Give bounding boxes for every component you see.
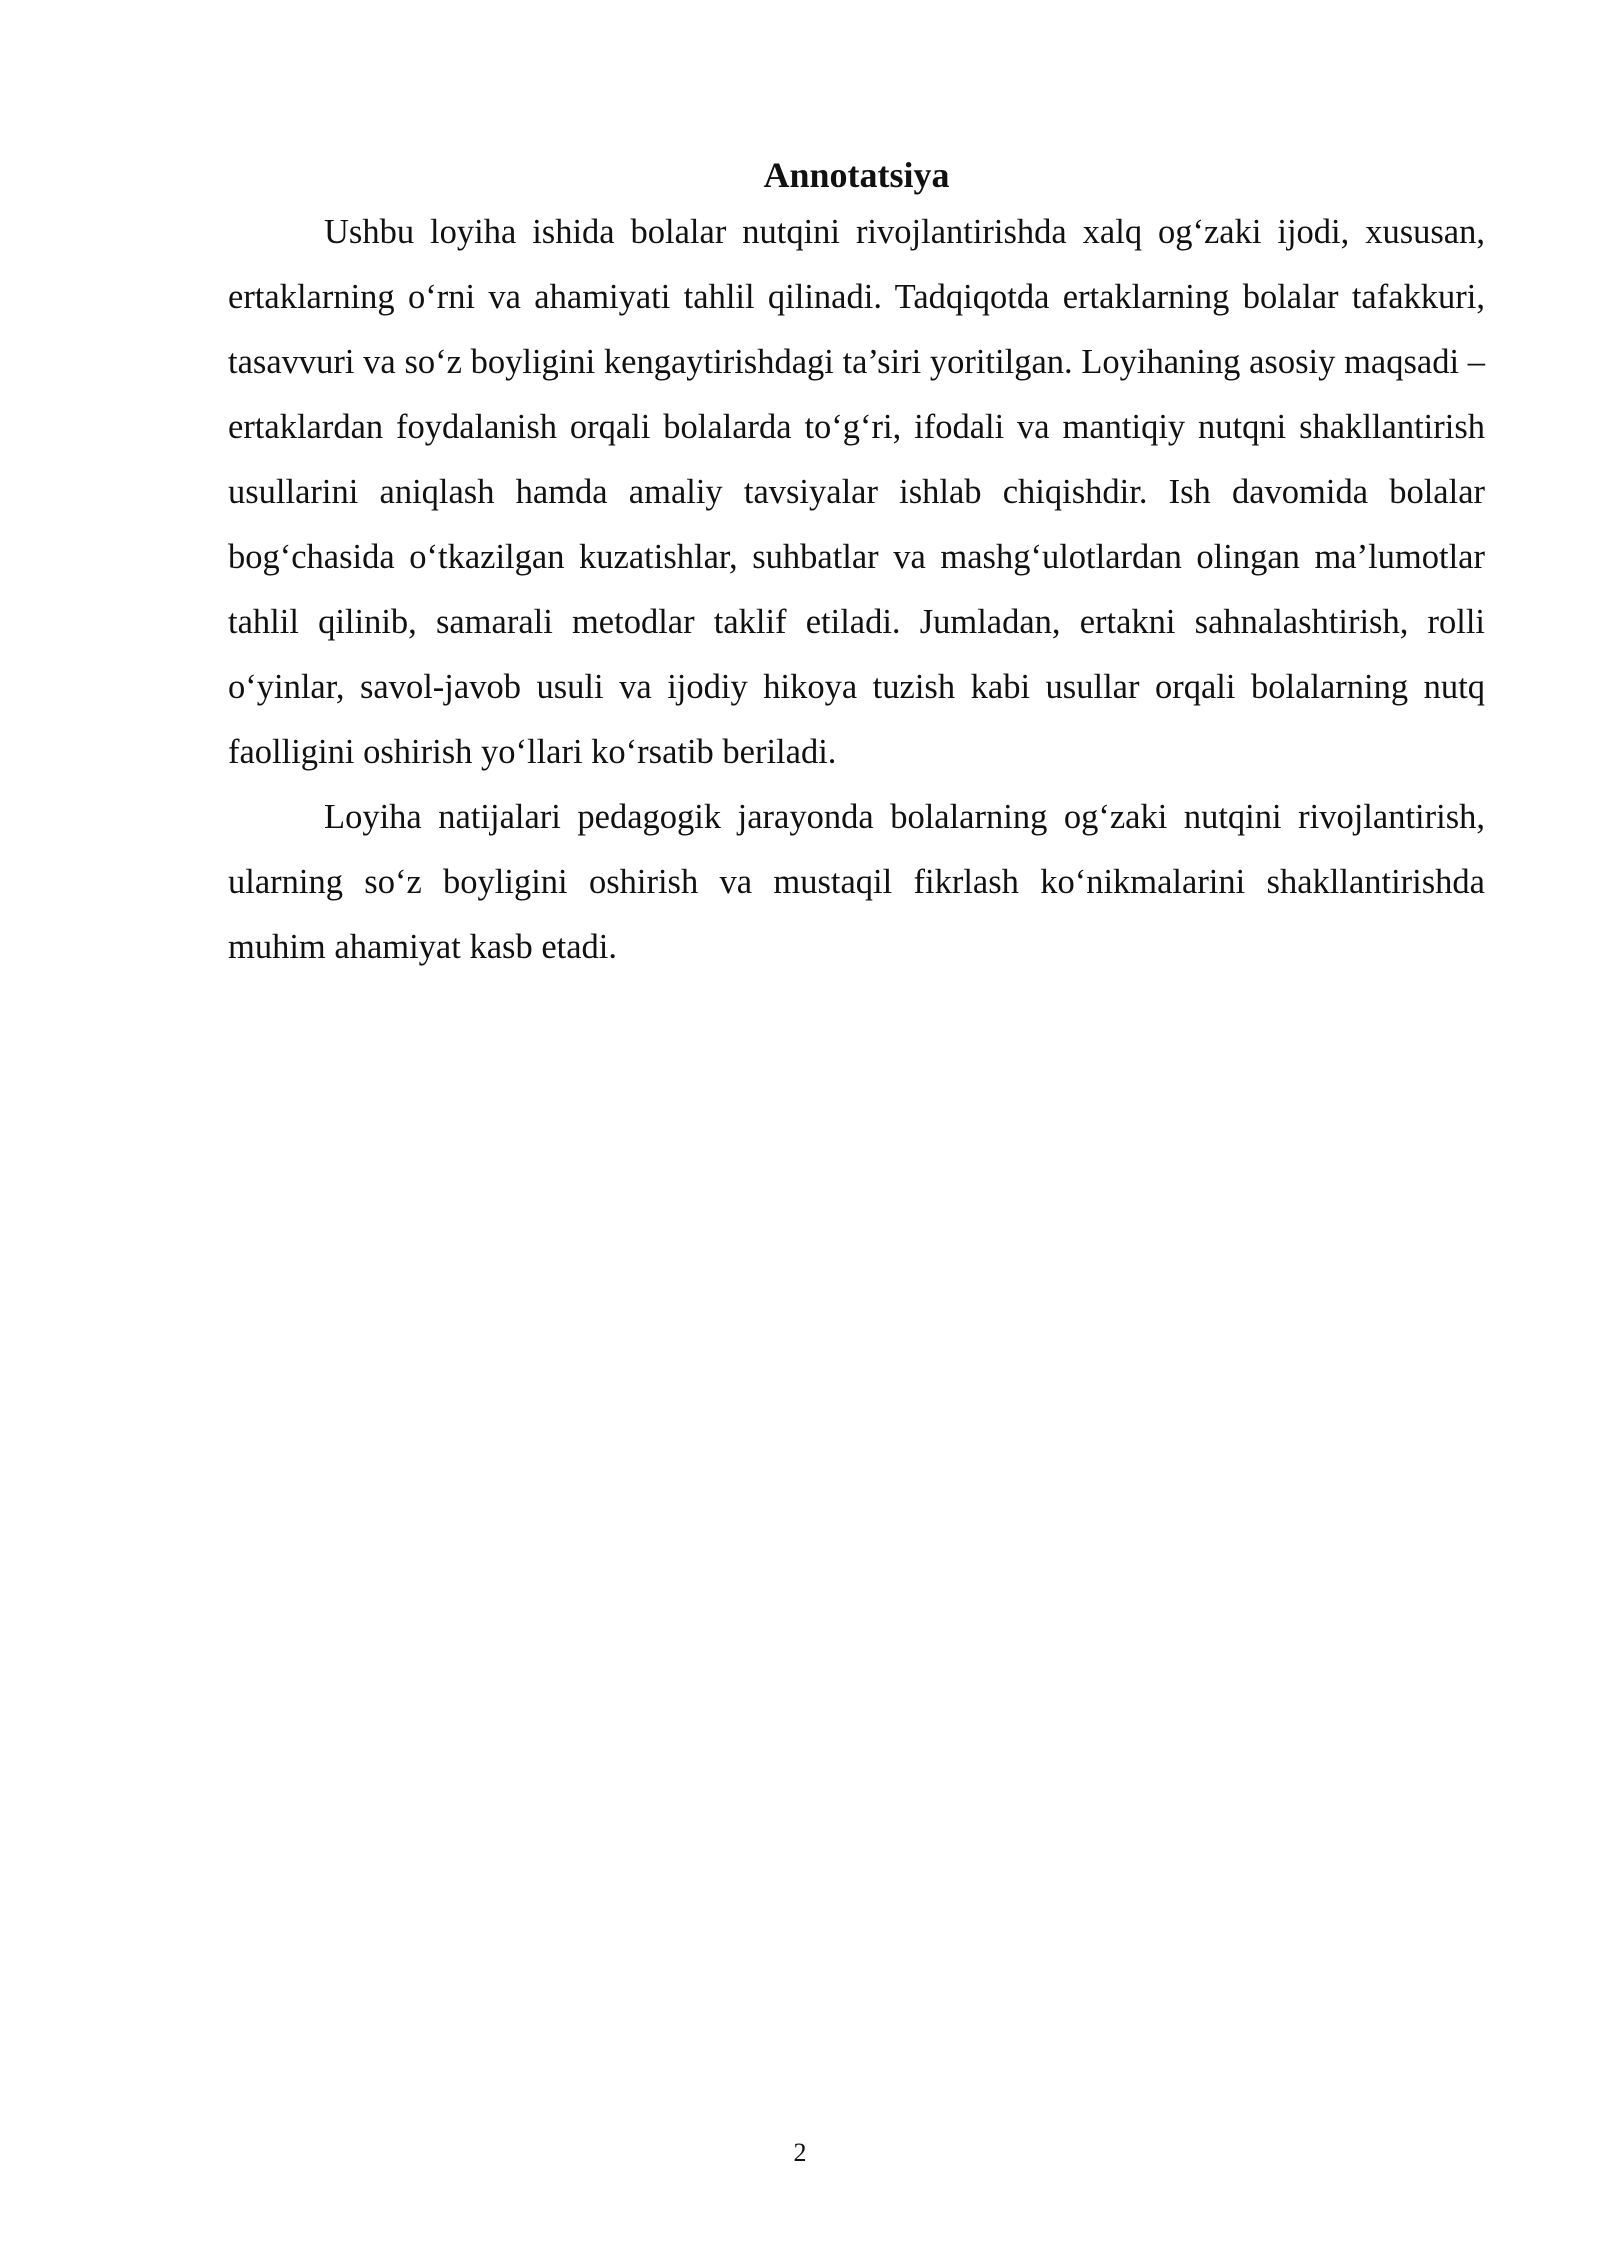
document-body [228,150,1485,980]
abstract-paragraph-2: Loyiha natijalari pedagogik jarayonda bolalarning og‘zaki nutqini rivojlantirish, ularning so‘z boyligini oshirish va mustaqil fikrlash ko‘nikmalarini shakllantirishda muhim ahamiyat kasb etadi. [228,798,1485,966]
abstract-paragraph-1: Ushbu loyiha ishida bolalar nutqini rivojlantirishda xalq og‘zaki ijodi, xususan, ertaklarning o‘rni va ahamiyati tahlil qilinadi. Tadqiqotda ertaklarning bolalar tafakkuri, tasavvuri va so‘z boyligini kengaytirishdagi ta’siri yoritilgan. Loyihaning asosiy maqsadi – ertaklardan foydalanish orqali bolalarda to‘g‘ri, ifodali va mantiqiy nutqni shakllantirish usullarini aniqlash hamda amaliy tavsiyalar ishlab chiqishdir. Ish davomida bolalar bog‘chasida o‘tkazilgan kuzatishlar, suhbatlar va mashg‘ulotlardan olingan ma’lumotlar tahlil qilinib, samarali metodlar taklif etiladi. Jumladan, ertakni sahnalashtirish, rolli o‘yinlar, savol-javob usuli va ijodiy hikoya tuzish kabi usullar orqali bolalarning nutq faolligini oshirish yo‘llari ko‘rsatib beriladi. [228,213,1485,771]
page-number: 2 [793,2138,807,2167]
page-title: Annotatsiya [763,155,950,195]
